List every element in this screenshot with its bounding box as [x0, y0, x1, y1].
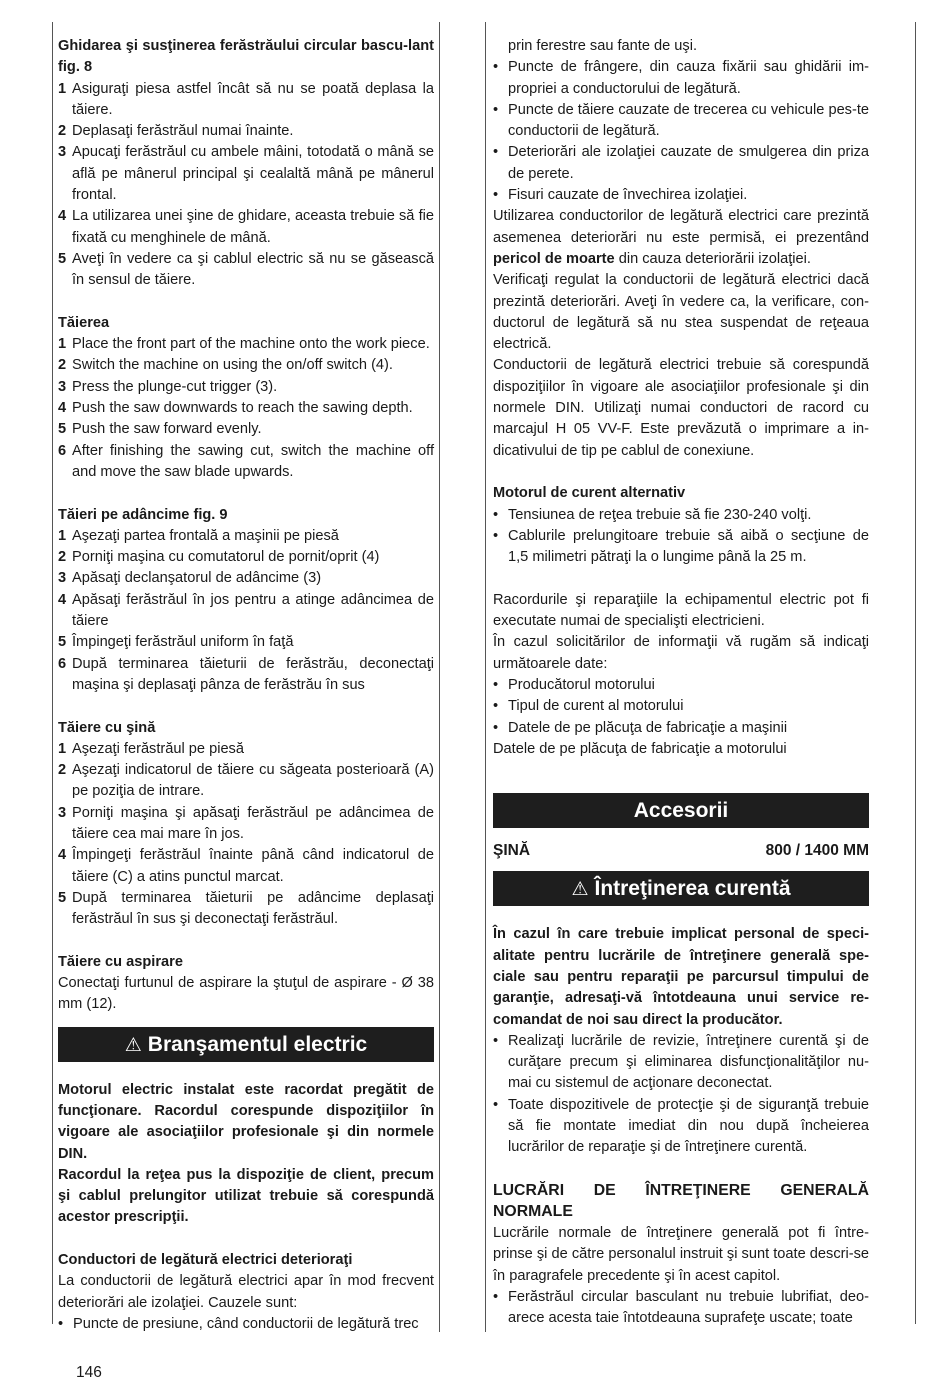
list-item	[58, 377, 434, 398]
emphasis: pericol de moarte	[493, 250, 615, 267]
bullet: •	[493, 676, 499, 693]
paragraph: Datele de pe plăcuţa de fabricaţie a motorului	[493, 740, 787, 757]
list-item	[58, 79, 434, 122]
bullet: •	[493, 101, 499, 118]
item-number: 6	[58, 442, 67, 459]
list-item-text: Asiguraţi piesa astfel încât să nu se poată deplasa la tăiere.	[72, 80, 434, 118]
list-item	[58, 441, 434, 484]
list-item	[493, 100, 869, 143]
numbered-list	[58, 526, 434, 696]
paragraph: Lucrările normale de întreţinere generală pot fi între-prinse şi de către personalul instruit şi sunt toate descri-se în paragrafele precedente şi în acest capitol.	[493, 1224, 869, 1284]
accessory-size: 800 / 1400 MM	[765, 842, 869, 860]
item-number: 3	[58, 144, 67, 161]
section-title: Tăieri pe adâncime fig. 9	[58, 506, 228, 523]
list-item	[58, 398, 434, 419]
left-column-rule	[52, 22, 53, 1324]
bold-paragraph: În cazul în care trebuie implicat personal de speci-alitate pentru lucrările de întreţinere generală spe-ciale sau pentru reparaţii pe parcursul timpului de garanţie, adresaţi-vă întotdeauna unui service re-comandat de noi sau direct la producător.	[493, 926, 869, 1028]
list-item	[493, 696, 869, 717]
list-item-text: Apăsaţi declanşatorul de adâncime (3)	[72, 570, 322, 587]
list-item	[493, 505, 869, 526]
paragraph: Racordurile şi reparaţiile la echipamentul electric pot fi executate numai de specialişti electricieni.	[493, 591, 869, 630]
left-column	[58, 36, 434, 1335]
list-item	[58, 547, 434, 568]
list-item	[58, 142, 434, 206]
warning-triangle-icon: ⚠	[124, 1034, 142, 1056]
right-column-rule	[915, 22, 916, 1324]
bullet: •	[493, 144, 499, 161]
list-item-text: Ferăstrăul circular basculant nu trebuie lubrifiat, deo-arece acesta taie întotdeauna suprafeţe uscate; toate	[508, 1288, 869, 1327]
item-number: 4	[58, 208, 67, 225]
list-item	[58, 632, 434, 653]
bullet-list	[493, 1031, 869, 1159]
bullet: •	[493, 1032, 499, 1049]
list-item	[58, 739, 434, 760]
list-item-text: Aşezaţi indicatorul de tăiere cu săgeata posterioară (A) pe poziţia de intrare.	[72, 762, 434, 800]
paragraph: La conductorii de legătură electrici apar în mod frecvent deteriorări ale izolaţiei. Cauzele sunt:	[58, 1273, 434, 1311]
list-item	[58, 206, 434, 249]
list-item	[493, 185, 869, 206]
list-item-text: Împingeţi ferăstrăul înainte până când indicatorul de tăiere (C) a atins punctul marcat.	[72, 847, 434, 885]
list-item-text: Împingeţi ferăstrăul uniform în faţă	[72, 634, 294, 651]
list-item-text: Aşezaţi ferăstrăul pe piesă	[72, 740, 244, 757]
list-item-text: Apucaţi ferăstrăul cu ambele mâini, totodată o mână se află pe mânerul principal şi cealaltă mână pe mânerul frontal.	[72, 144, 434, 204]
list-item	[493, 675, 869, 696]
numbered-list	[58, 79, 434, 292]
bullet: •	[493, 59, 499, 76]
bullet: •	[493, 1288, 499, 1305]
paragraph: prin ferestre sau fante de uşi.	[508, 38, 698, 54]
list-item-text: După terminarea tăieturii de ferăstrău, deconectaţi maşina şi deplasaţi pânza de ferăstrău în sus	[72, 655, 434, 693]
item-number: 5	[58, 889, 67, 906]
accessory-row	[493, 840, 869, 861]
section-bar-electric	[58, 1027, 434, 1062]
list-item	[493, 1287, 869, 1330]
item-number: 1	[58, 740, 67, 757]
list-item-text: Deplasaţi ferăstrăul numai înainte.	[72, 123, 294, 140]
bullet-list	[493, 57, 869, 206]
list-item-text: Push the saw downwards to reach the sawing depth.	[72, 400, 413, 417]
item-number: 3	[58, 378, 67, 395]
bullet: •	[58, 1315, 64, 1332]
list-item	[58, 590, 434, 633]
section-title: Conductori de legătură electrici deterioraţi	[58, 1252, 353, 1269]
section-title: Tăiere cu aspirare	[58, 953, 183, 970]
paragraph: Verificaţi regulat la conductorii de legătură electrici dacă prezintă deteriorări. Aveţi în vedere ca, la verificare, con-ductorul de legătură să nu stea suspendat de reţeaua electrică.	[493, 272, 869, 353]
list-item-text: Puncte de presiune, când conductorii de legătură trec	[73, 1315, 419, 1332]
section-title: Motorul de curent alternativ	[493, 485, 686, 502]
item-number: 2	[58, 123, 67, 140]
bold-paragraph: Motorul electric instalat este racordat pregătit de funcţionare. Racordul corespunde dispoziţiilor în vigoare ale asociaţiilor profesionale şi din normele DIN.	[58, 1081, 434, 1162]
bullet: •	[493, 1096, 499, 1113]
list-item	[58, 526, 434, 547]
bullet: •	[493, 527, 499, 544]
paragraph: Conductorii de legătură electrici trebuie să corespundă dispoziţiilor în vigoare ale asociaţiilor profesionale şi din normele DIN. Utilizaţi numai conductori de racord cu marcajul H 05 VV-F. Este prevăzută o imprimare a in-dicativului de tip pe cablul de conexiune.	[493, 357, 869, 459]
bar-title: Accesorii	[633, 799, 729, 823]
list-item-text: După terminarea tăieturii pe adâncime deplasaţi ferăstrăul în sus şi deconectaţi ferăstrăul.	[72, 889, 434, 928]
list-item	[58, 419, 434, 440]
item-number: 2	[58, 549, 67, 566]
list-item	[58, 760, 434, 803]
list-item-text: Toate dispozitivele de protecţie şi de siguranţă trebuie să fie montate imediat din nou după încheierea lucrărilor de reparaţie şi de întreţinere curentă.	[508, 1096, 869, 1156]
list-item-text: Cablurile prelungitoare trebuie să aibă o secţiune de 1,5 milimetri pătraţi la o lungime până la 25 m.	[508, 527, 869, 566]
page-number: 146	[76, 1364, 102, 1381]
list-item-text: Tensiunea de reţea trebuie să fie 230-240 volţi.	[508, 506, 812, 523]
warning-triangle-icon: ⚠	[571, 879, 589, 901]
list-item-text: Place the front part of the machine onto the work piece.	[72, 336, 430, 353]
list-item	[58, 249, 434, 292]
bullet-list	[493, 675, 869, 739]
numbered-list	[58, 739, 434, 931]
list-item-text: Producătorul motorului	[508, 676, 655, 693]
item-number: 4	[58, 847, 67, 864]
list-item-text: Porniţi maşina şi apăsaţi ferăstrăul pe adâncimea de tăiere cea mai mare în jos.	[72, 804, 434, 842]
list-item-text: Press the plunge-cut trigger (3).	[72, 378, 278, 395]
item-number: 1	[58, 527, 67, 544]
list-item-text: Push the saw forward evenly.	[72, 421, 262, 438]
item-number: 5	[58, 421, 67, 438]
bullet: •	[493, 187, 499, 204]
item-number: 2	[58, 357, 67, 374]
list-item-text: Fisuri cauzate de învechirea izolaţiei.	[508, 187, 748, 204]
list-item-text: Puncte de frângere, din cauza fixării sau ghidării im-propriei a conductorului de legătură.	[508, 59, 869, 97]
section-title: Ghidarea şi susţinerea ferăstrăului circular bascu-lant fig. 8	[58, 38, 434, 76]
list-item	[58, 654, 434, 697]
list-item	[493, 526, 869, 569]
list-item-text: Puncte de tăiere cauzate de trecerea cu vehicule pes-te conductorii de legătură.	[508, 101, 870, 140]
list-item-text: Porniţi maşina cu comutatorul de pornit/oprit (4)	[72, 549, 380, 566]
list-item-text: Tipul de curent al motorului	[508, 698, 684, 715]
item-number: 3	[58, 570, 67, 587]
item-number: 4	[58, 400, 67, 417]
accessory-name: ŞINĂ	[493, 842, 531, 860]
list-item	[58, 121, 434, 142]
list-item	[58, 334, 434, 355]
item-number: 1	[58, 80, 67, 97]
item-number: 2	[58, 762, 67, 779]
list-item-text: Aveţi în vedere ca şi cablul electric să nu se găsească în sensul de tăiere.	[72, 250, 434, 289]
list-item	[58, 355, 434, 376]
list-item-text: Switch the machine on using the on/off switch (4).	[72, 357, 393, 374]
right-column	[493, 36, 869, 1329]
paragraph: Conectaţi furtunul de aspirare la ştuţul de aspirare - Ø 38 mm (12).	[58, 975, 434, 1013]
list-item	[493, 57, 869, 100]
numbered-list	[58, 334, 434, 483]
bold-paragraph: Racordul la reţea pus la dispoziţie de client, precum şi cablul prelungitor utilizat trebuie să corespundă acestor prescripţii.	[58, 1166, 434, 1226]
section-bar-accessories	[493, 793, 869, 828]
bar-title: Branşamentul electric	[147, 1032, 368, 1056]
section-bar-maintenance	[493, 871, 869, 906]
list-item-text: Realizaţi lucrările de revizie, întreţinere curentă şi de curăţare precum şi eliminarea disfuncţionalităţilor nu-mai cu sistemul de acţionare deconectat.	[508, 1032, 869, 1092]
list-item-text: After finishing the sawing cut, switch the machine off and move the saw blade upwards.	[72, 442, 434, 480]
list-item	[58, 888, 434, 931]
list-item	[493, 718, 869, 739]
center-column-rule-right	[485, 22, 486, 1332]
bullet: •	[493, 719, 499, 736]
section-title: Tăierea	[58, 314, 110, 331]
item-number: 3	[58, 804, 67, 821]
item-number: 5	[58, 250, 67, 267]
center-column-rule-left	[439, 22, 440, 1332]
item-number: 4	[58, 591, 67, 608]
bullet: •	[493, 506, 499, 523]
item-number: 6	[58, 655, 67, 672]
bar-title: Întreţinerea curentă	[594, 877, 791, 901]
list-item	[493, 1031, 869, 1095]
list-item	[58, 568, 434, 589]
list-item	[58, 1314, 434, 1335]
list-item-text: Deteriorări ale izolaţiei cauzate de smulgerea din priza de perete.	[508, 144, 869, 182]
bullet: •	[493, 698, 499, 715]
list-item	[493, 1095, 869, 1159]
item-number: 5	[58, 634, 67, 651]
section-title: LUCRĂRI DE ÎNTREŢINERE GENERALĂ NORMALE	[493, 1181, 869, 1221]
paragraph: În cazul solicitărilor de informaţii vă rugăm să indicaţi următoarele date:	[493, 634, 869, 672]
list-item	[58, 803, 434, 846]
list-item-text: Aşezaţi partea frontală a maşinii pe piesă	[72, 527, 339, 544]
list-item-text: Apăsaţi ferăstrăul în jos pentru a atinge adâncimea de tăiere	[72, 591, 434, 630]
list-item-text: Datele de pe plăcuţa de fabricaţie a maşinii	[508, 719, 788, 736]
section-title: Tăiere cu şină	[58, 719, 156, 736]
item-number: 1	[58, 336, 67, 353]
paragraph: Utilizarea conductorilor de legătură electrici care prezintă asemenea deteriorări nu este permisă, ei prezentând pericol de moarte din cauza deteriorării izolaţiei.	[493, 208, 869, 267]
bullet-list	[493, 505, 869, 569]
list-item-text: La utilizarea unei şine de ghidare, aceasta trebuie să fie fixată cu menghinele de mână.	[72, 208, 434, 246]
list-item	[58, 845, 434, 888]
list-item	[493, 142, 869, 185]
